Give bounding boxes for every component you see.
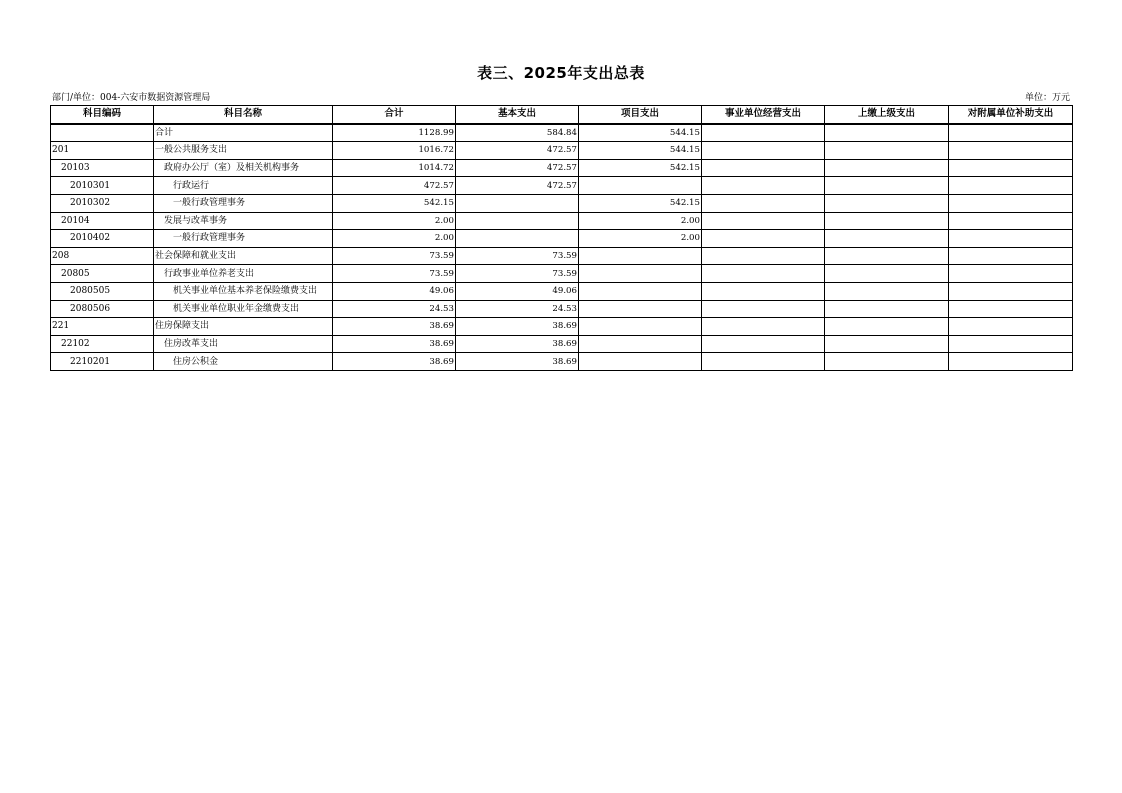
cell-business [702, 247, 825, 265]
cell-upper [825, 177, 949, 195]
cell-upper [825, 247, 949, 265]
col-header-project: 项目支出 [579, 106, 702, 124]
department-label: 部门/单位：004-六安市数据资源管理局 [52, 93, 211, 103]
col-header-upper: 上缴上级支出 [825, 106, 949, 124]
cell-name: 机关事业单位基本养老保险缴费支出 [154, 282, 333, 300]
cell-name: 一般行政管理事务 [154, 194, 333, 212]
cell-basic: 472.57 [456, 159, 579, 177]
cell-basic [456, 194, 579, 212]
cell-upper [825, 318, 949, 336]
cell-name: 一般公共服务支出 [154, 142, 333, 160]
cell-subsidy [949, 142, 1073, 160]
cell-total: 49.06 [333, 282, 456, 300]
page-title: 表三、2025年支出总表 [477, 64, 645, 82]
cell-business [702, 124, 825, 142]
cell-subsidy [949, 177, 1073, 195]
cell-subsidy [949, 230, 1073, 248]
cell-basic: 584.84 [456, 124, 579, 142]
cell-code: 22102 [51, 335, 154, 353]
table-row [51, 265, 1073, 283]
table-row [51, 212, 1073, 230]
cell-subsidy [949, 335, 1073, 353]
cell-total: 472.57 [333, 177, 456, 195]
cell-total: 1128.99 [333, 124, 456, 142]
cell-upper [825, 159, 949, 177]
cell-project [579, 335, 702, 353]
cell-subsidy [949, 124, 1073, 142]
cell-name: 政府办公厅（室）及相关机构事务 [154, 159, 333, 177]
table-row [51, 353, 1073, 371]
cell-basic: 38.69 [456, 353, 579, 371]
cell-project: 542.15 [579, 194, 702, 212]
cell-upper [825, 300, 949, 318]
cell-code: 221 [51, 318, 154, 336]
table-body [51, 124, 1073, 371]
cell-code [51, 124, 154, 142]
cell-code: 201 [51, 142, 154, 160]
cell-upper [825, 353, 949, 371]
cell-total: 2.00 [333, 230, 456, 248]
cell-basic [456, 230, 579, 248]
cell-total: 1014.72 [333, 159, 456, 177]
cell-name: 合计 [154, 124, 333, 142]
table-row [51, 247, 1073, 265]
cell-upper [825, 194, 949, 212]
table-header-row [51, 106, 1073, 124]
table-row [51, 318, 1073, 336]
cell-project: 544.15 [579, 142, 702, 160]
col-header-code: 科目编码 [51, 106, 154, 124]
cell-total: 24.53 [333, 300, 456, 318]
cell-upper [825, 212, 949, 230]
cell-project [579, 247, 702, 265]
cell-total: 38.69 [333, 353, 456, 371]
table-row [51, 177, 1073, 195]
cell-project: 544.15 [579, 124, 702, 142]
cell-project [579, 265, 702, 283]
table-row [51, 194, 1073, 212]
cell-project: 542.15 [579, 159, 702, 177]
cell-subsidy [949, 265, 1073, 283]
cell-total: 1016.72 [333, 142, 456, 160]
cell-subsidy [949, 194, 1073, 212]
cell-basic: 472.57 [456, 177, 579, 195]
cell-project [579, 177, 702, 195]
cell-code: 20104 [51, 212, 154, 230]
cell-business [702, 353, 825, 371]
cell-name: 一般行政管理事务 [154, 230, 333, 248]
col-header-total: 合计 [333, 106, 456, 124]
cell-upper [825, 124, 949, 142]
cell-upper [825, 282, 949, 300]
col-header-name: 科目名称 [154, 106, 333, 124]
col-header-subsidy: 对附属单位补助支出 [949, 106, 1073, 124]
cell-total: 2.00 [333, 212, 456, 230]
cell-total: 38.69 [333, 335, 456, 353]
cell-basic: 73.59 [456, 247, 579, 265]
cell-project [579, 282, 702, 300]
cell-subsidy [949, 212, 1073, 230]
cell-project [579, 300, 702, 318]
cell-name: 机关事业单位职业年金缴费支出 [154, 300, 333, 318]
cell-name: 住房保障支出 [154, 318, 333, 336]
cell-basic: 49.06 [456, 282, 579, 300]
cell-name: 发展与改革事务 [154, 212, 333, 230]
cell-upper [825, 265, 949, 283]
cell-code: 2010402 [51, 230, 154, 248]
cell-business [702, 177, 825, 195]
cell-business [702, 318, 825, 336]
cell-upper [825, 142, 949, 160]
cell-name: 住房公积金 [154, 353, 333, 371]
cell-code: 2080506 [51, 300, 154, 318]
cell-basic: 24.53 [456, 300, 579, 318]
cell-code: 208 [51, 247, 154, 265]
cell-subsidy [949, 300, 1073, 318]
table-row [51, 282, 1073, 300]
cell-business [702, 335, 825, 353]
table-row [51, 159, 1073, 177]
cell-business [702, 212, 825, 230]
cell-total: 73.59 [333, 247, 456, 265]
cell-business [702, 159, 825, 177]
cell-code: 20103 [51, 159, 154, 177]
cell-name: 行政运行 [154, 177, 333, 195]
expenditure-table [50, 105, 1073, 371]
cell-name: 住房改革支出 [154, 335, 333, 353]
cell-business [702, 265, 825, 283]
cell-upper [825, 230, 949, 248]
cell-upper [825, 335, 949, 353]
cell-business [702, 194, 825, 212]
cell-code: 2080505 [51, 282, 154, 300]
cell-name: 行政事业单位养老支出 [154, 265, 333, 283]
cell-business [702, 142, 825, 160]
cell-code: 2010301 [51, 177, 154, 195]
cell-name: 社会保障和就业支出 [154, 247, 333, 265]
cell-subsidy [949, 318, 1073, 336]
cell-subsidy [949, 353, 1073, 371]
col-header-basic: 基本支出 [456, 106, 579, 124]
table-row [51, 300, 1073, 318]
cell-business [702, 300, 825, 318]
cell-total: 542.15 [333, 194, 456, 212]
cell-project [579, 353, 702, 371]
cell-basic: 38.69 [456, 318, 579, 336]
cell-subsidy [949, 247, 1073, 265]
cell-subsidy [949, 159, 1073, 177]
table-row [51, 335, 1073, 353]
table-row [51, 230, 1073, 248]
cell-basic: 73.59 [456, 265, 579, 283]
cell-basic: 38.69 [456, 335, 579, 353]
cell-total: 73.59 [333, 265, 456, 283]
cell-code: 20805 [51, 265, 154, 283]
cell-business [702, 230, 825, 248]
cell-project: 2.00 [579, 230, 702, 248]
col-header-business: 事业单位经营支出 [702, 106, 825, 124]
cell-basic [456, 212, 579, 230]
unit-label: 单位：万元 [1024, 93, 1070, 103]
cell-code: 2210201 [51, 353, 154, 371]
cell-basic: 472.57 [456, 142, 579, 160]
table-row [51, 142, 1073, 160]
cell-project [579, 318, 702, 336]
table-row [51, 124, 1073, 142]
cell-total: 38.69 [333, 318, 456, 336]
cell-subsidy [949, 282, 1073, 300]
cell-project: 2.00 [579, 212, 702, 230]
cell-business [702, 282, 825, 300]
cell-code: 2010302 [51, 194, 154, 212]
